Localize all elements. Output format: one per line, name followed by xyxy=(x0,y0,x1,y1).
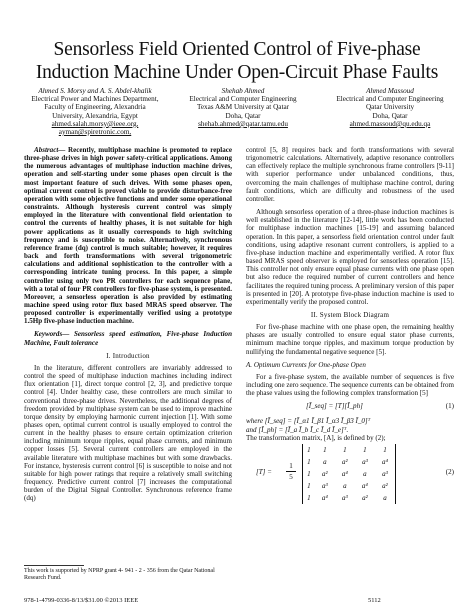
paper-title xyxy=(20,38,454,84)
author-2-email[interactable]: shehab.ahmed@qatar.tamu.edu xyxy=(198,119,288,128)
author-1-name: Ahmed S. Morsy and A. S. Abdel-khalik xyxy=(38,87,152,95)
where-line: where [Ī_seq] = [Ī_α1 Ī_β1 Ī_α3 Ī_β3 Ī_0]ᵀ xyxy=(246,417,371,426)
right-paragraph-2: Although sensorless operation of a three-phase induction machines is well established in the literature [12-14], little work has been conducted for multiphase induction machines [15-19] and assuming balanced operation. In this paper, a sensorless field orientation control under fault conditions, using adaptive resonant current controllers, is applied to a five-phase induction machine and experimentally verified. A rotor flux based MRAS speed observer is employed for sensorless operation [15]. This controller not only ensure equal phase currents with one phase open but also reduce the required number of current controllers and hence facilitates the required tuning process. A preliminary version of this paper is presented in [20]. A prototype five-phase induction machine is used to experimentally verify the proposed control. xyxy=(246,208,454,306)
right-paragraph-1: control [5, 8] requires back and forth transformations with several trigonometric calculations. Alternatively, adaptive resonance controllers can effectively replace the multiple synchronous frame controllers [9-11] with superior performance under unbalanced conditions, thus, overcoming the main challenges of multiphase machine control, during fault conditions, which are difficulty and robustness of the used controller. xyxy=(246,146,454,203)
matrix-cell: a² xyxy=(382,481,388,490)
matrix-cell: 1 xyxy=(343,445,347,454)
matrix-cell: a³ xyxy=(322,481,328,490)
author-3-affiliation-3: Doha, Qatar xyxy=(372,111,408,120)
author-1-affiliation-1: Electrical Power and Machines Department, xyxy=(31,95,159,104)
matrix-cell: a³ xyxy=(362,457,368,466)
matrix-cell: a⁴ xyxy=(361,481,368,490)
author-1-email-1[interactable]: ahmed.salah.morsy@ieee.org, xyxy=(51,119,139,128)
section-1-heading: I. Introduction xyxy=(106,351,150,360)
keywords: Keywords— Sensorless speed estimation, Five-phase Induction Machine, Fault tolerance xyxy=(24,330,232,347)
matrix-cell: 1 xyxy=(383,445,387,454)
author-2-name: Shehab Ahmed xyxy=(221,87,265,95)
and-line: and [Ī_ph] = [Ī_a Ī_b Ī_c Ī_d Ī_e]ᵀ. xyxy=(246,425,349,434)
author-1 xyxy=(20,87,170,136)
left-column xyxy=(24,146,232,508)
fraction-denominator: 5 xyxy=(289,473,293,481)
equation-2 xyxy=(246,444,454,506)
subsection-a-heading: A. Optimum Currents for One-phase Open xyxy=(246,360,366,369)
title-line-2: Induction Machine Under Open-Circuit Phase Faults xyxy=(35,62,439,83)
matrix-row xyxy=(303,492,395,504)
equation-1-body: [Ī_seq] = [T][Ī_ph] xyxy=(306,402,363,411)
section-2-heading: II. System Block Diagram xyxy=(310,310,390,319)
matrix-cell: 1 xyxy=(307,469,311,478)
equation-1 xyxy=(246,402,454,414)
matrix-cell: 1 xyxy=(307,493,311,502)
author-3 xyxy=(320,87,460,128)
right-paragraph-3: For five-phase machine with one phase open, the remaining healthy phases are usually controlled to ensure equal stator phase currents, minimum machine torque ripples, and maximum torque production by nullifying the fundamental negative sequence [5]. xyxy=(246,323,454,356)
author-block xyxy=(20,87,460,137)
matrix-row xyxy=(303,444,395,456)
page-number: 5112 xyxy=(368,597,381,604)
abstract-text: Recently, multiphase machine is promoted to replace three-phase drives in high power safety-critical applications. Among the numerous advantages of multiphase induction machine drives, operation and self-starting under some phases open circuit is the most important feature of such drives. With some phases open, optimal current control is proved viable to provide disturbance-free operation with some objective functions and under some operational constraints. Although hysteresis current control was simply employed in the literature with conventional field orientation to control the currents of healthy phases, it is not suitable for high power applications as it usually corresponds to high switching frequency and is susceptible to noise. Alternatively, synchronous reference frame (dq) control is much suitable; however, it requires back and forth transformations with several trigonometric calculations and additional sophistication to the controller with a corresponding intricate tuning process. In this paper, a simple controller using only two PR controllers for each sequence plane, with a total of four PR controllers for five-phase system, is presented. Moreover, a sensorless operation is also provided by estimating machine speed using rotor flux based MRAS speed observer. The proposed controller is experimentally verified using a prototype 1.5Hp five-phase induction machine. xyxy=(24,146,232,326)
intro-paragraph-1: In the literature, different controllers are invariably addressed to control the speed of multiphase induction machines including indirect flux orientation [1], direct torque control [2, 3], and predictive torque control [4]. Under healthy case, these controllers are much similar to conventional three-phase drives. Nevertheless, the additional degrees of freedom provided by multiphase system can be used to improve machine torque density by employing harmonic current injection [1]. With some phases open, optimal current control is usually employed to control the current in the healthy phases to ensure certain optimization criterion including minimum torque ripples, equal phase currents, and minimum copper losses [5]. Several current controllers are employed in the available literature with multiphase machines but with some drawbacks. For instance, hysteresis current control [6] is susceptible to noise and not suitable for high power ratings that require a relatively small switching frequency. Predictive current control [7] increases the computational burden of the Digital Signal Controller. Synchronous reference frame (dq) xyxy=(24,363,232,503)
matrix-cell: a xyxy=(323,457,327,466)
matrix-cell: a² xyxy=(342,457,348,466)
abstract xyxy=(24,146,232,325)
matrix-cell: a⁴ xyxy=(381,457,388,466)
equation-2-lhs: [T] = xyxy=(256,467,272,476)
author-1-affiliation-2: Faculty of Engineering, Alexandria xyxy=(44,103,146,112)
footnote-rule xyxy=(24,565,84,566)
author-2-affiliation-2: Texas A&M University at Qatar xyxy=(196,103,290,112)
matrix-row xyxy=(303,468,395,480)
matrix-cell: 1 xyxy=(307,457,311,466)
matrix-cell: a² xyxy=(322,469,328,478)
author-2 xyxy=(178,87,308,128)
author-3-email[interactable]: ahmed.massoud@qu.edu.qa xyxy=(349,119,431,128)
matrix-cell: 1 xyxy=(307,481,311,490)
matrix-cell: a xyxy=(383,493,387,502)
author-3-affiliation-1: Electrical and Computer Engineering xyxy=(336,95,444,104)
matrix-cell: 1 xyxy=(363,445,367,454)
matrix-cell: a³ xyxy=(342,493,348,502)
author-1-affiliation-3: University, Alexandria, Egypt xyxy=(52,111,138,120)
matrix-row xyxy=(303,456,395,468)
title-line-1: Sensorless Field Oriented Control of Five-phase xyxy=(53,39,421,60)
author-1-email-2[interactable]: ayman@spiretronic.com, xyxy=(58,128,132,137)
equation-2-number: (2) xyxy=(445,467,454,476)
matrix-cell: a² xyxy=(362,493,368,502)
footnote: This work is supported by NPRP grant 4- 941 - 2 - 356 from the Qatar National Research Fund. xyxy=(24,568,215,581)
transform-line: The transformation matrix, [A], is defined by (2); xyxy=(246,433,386,442)
author-3-affiliation-2: Qatar University xyxy=(365,103,415,112)
abstract-label: Abstract— xyxy=(34,146,66,154)
copyright-footer: 978-1-4799-0336-8/13/$31.00 ©2013 IEEE xyxy=(24,597,139,604)
matrix-cell: 1 xyxy=(307,445,311,454)
matrix-cell: a³ xyxy=(382,469,388,478)
matrix-cell: a xyxy=(343,481,347,490)
author-2-affiliation-1: Electrical and Computer Engineering xyxy=(189,95,297,104)
fraction-numerator: 1 xyxy=(289,461,293,470)
transformation-matrix xyxy=(302,444,396,504)
right-paragraph-4: For a five-phase system, the available number of sequences is five including one zero sequence. The sequence currents can be obtained from the phase values using the following complex transformation [5] xyxy=(246,372,454,398)
matrix-cell: a xyxy=(363,469,367,478)
equation-1-number: (1) xyxy=(445,402,454,411)
equation-2-fraction xyxy=(286,462,296,481)
matrix-row xyxy=(303,480,395,492)
matrix-cell: a⁴ xyxy=(341,469,348,478)
matrix-cell: 1 xyxy=(323,445,327,454)
author-3-name: Ahmed Massoud xyxy=(366,87,414,95)
matrix-cell: a⁴ xyxy=(321,493,328,502)
right-column xyxy=(246,146,454,508)
author-2-affiliation-3: Doha, Qatar xyxy=(225,111,261,120)
